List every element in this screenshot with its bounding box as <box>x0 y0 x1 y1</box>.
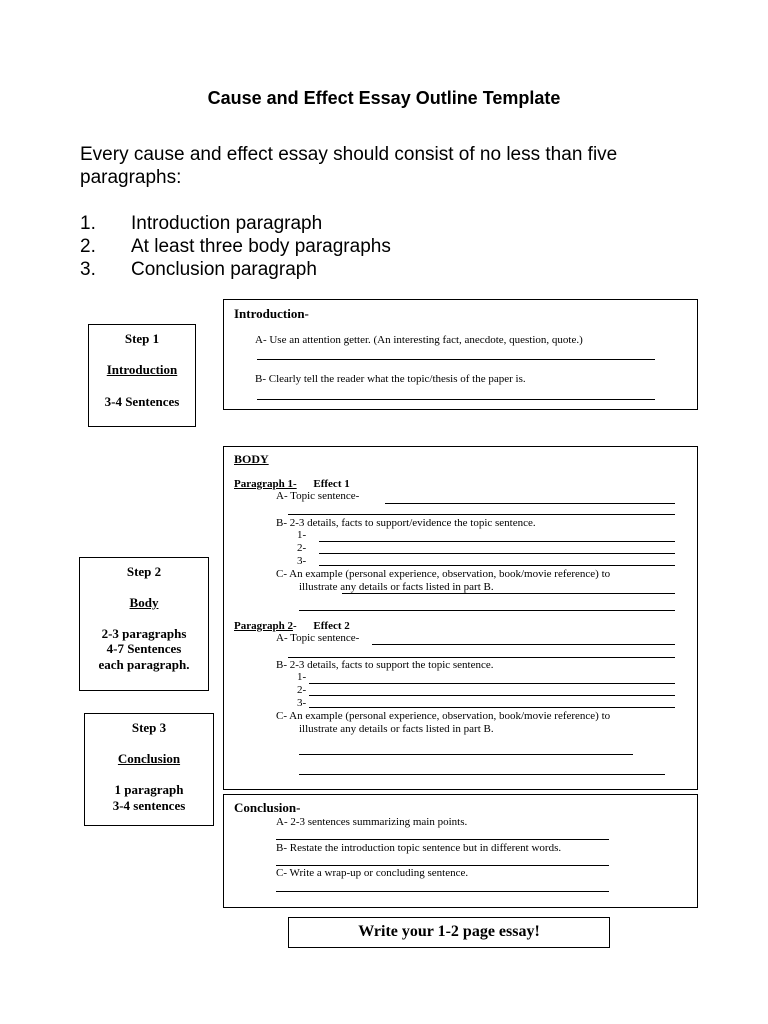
answer-line[interactable] <box>299 774 665 775</box>
step-1-box <box>88 324 196 427</box>
step-label: Step 1 <box>124 331 160 346</box>
step-name: Body <box>129 595 159 610</box>
instruction-text: A- Use an attention getter. (An interesting fact, anecdote, question, quote.) <box>255 334 583 346</box>
list-text: Introduction paragraph <box>131 213 323 234</box>
step-3-box <box>84 713 214 826</box>
answer-line[interactable] <box>257 359 655 360</box>
detail-number: 3- <box>297 555 307 567</box>
answer-line[interactable] <box>299 754 633 755</box>
paragraph-dash: - <box>292 620 297 632</box>
answer-line[interactable] <box>319 541 675 542</box>
detail-number: 2- <box>297 542 307 554</box>
step-label: Step 3 <box>131 720 167 735</box>
final-instruction-box <box>288 917 610 948</box>
answer-line[interactable] <box>372 644 675 645</box>
list-number: 1. <box>80 213 96 234</box>
answer-line[interactable] <box>288 514 675 515</box>
answer-line[interactable] <box>276 839 609 840</box>
step-name: Conclusion <box>117 751 181 766</box>
effect-label: Effect 1 <box>313 478 350 490</box>
instruction-text: illustrate any details or facts listed in part B. <box>299 723 494 735</box>
paragraph-1-heading <box>234 478 350 490</box>
answer-line[interactable] <box>276 865 609 866</box>
paragraph-label: Paragraph 2 <box>234 620 293 632</box>
section-heading: BODY <box>234 452 269 466</box>
step-name: Introduction <box>106 362 178 377</box>
answer-line[interactable] <box>319 553 675 554</box>
final-instruction: Write your 1-2 page essay! <box>358 923 540 940</box>
step-detail: each paragraph. <box>98 657 190 672</box>
instruction-text: B- Restate the introduction topic sentence but in different words. <box>276 842 562 854</box>
list-text: At least three body paragraphs <box>131 236 391 257</box>
answer-line[interactable] <box>276 891 609 892</box>
conclusion-box <box>223 794 698 908</box>
step-label: Step 2 <box>126 564 162 579</box>
instruction-text: illustrate any details or facts listed in part B. <box>299 581 494 593</box>
instruction-text: C- Write a wrap-up or concluding sentence. <box>276 867 469 879</box>
page-title: Cause and Effect Essay Outline Template <box>207 88 561 108</box>
answer-line[interactable] <box>299 610 675 611</box>
body-box <box>223 446 698 790</box>
section-heading: Introduction- <box>234 306 309 321</box>
effect-label: Effect 2 <box>313 620 350 632</box>
instruction-text: B- 2-3 details, facts to support/evidence the topic sentence. <box>276 517 536 529</box>
answer-line[interactable] <box>309 695 675 696</box>
answer-line[interactable] <box>342 593 675 594</box>
list-number: 2. <box>80 236 96 257</box>
detail-number: 3- <box>297 697 307 709</box>
step-detail: 1 paragraph <box>114 782 184 797</box>
step-detail: 2-3 paragraphs <box>101 626 187 641</box>
list-number: 3. <box>80 259 96 280</box>
detail-number: 1- <box>297 529 307 541</box>
instruction-text: C- An example (personal experience, observation, book/movie reference) to <box>276 710 611 722</box>
detail-number: 1- <box>297 671 307 683</box>
instruction-text: A- Topic sentence- <box>276 490 360 502</box>
paragraph-label: Paragraph 1- <box>234 478 297 490</box>
paragraph-2-heading <box>234 620 350 632</box>
instruction-text: A- 2-3 sentences summarizing main points. <box>276 816 468 828</box>
section-heading: Conclusion- <box>234 800 301 815</box>
answer-line[interactable] <box>309 707 675 708</box>
step-detail: 3-4 Sentences <box>104 394 180 409</box>
instruction-text: B- Clearly tell the reader what the topic/thesis of the paper is. <box>255 373 526 385</box>
step-2-box <box>79 557 209 691</box>
answer-line[interactable] <box>257 399 655 400</box>
detail-number: 2- <box>297 684 307 696</box>
answer-line[interactable] <box>385 503 675 504</box>
intro-paragraph: Every cause and effect essay should consist of no less than five paragraphs: <box>80 144 618 188</box>
answer-line[interactable] <box>309 683 675 684</box>
answer-line[interactable] <box>288 657 675 658</box>
instruction-text: B- 2-3 details, facts to support the topic sentence. <box>276 659 494 671</box>
instruction-text: A- Topic sentence- <box>276 632 360 644</box>
instruction-text: C- An example (personal experience, observation, book/movie reference) to <box>276 568 611 580</box>
list-text: Conclusion paragraph <box>131 259 317 280</box>
answer-line[interactable] <box>319 565 675 566</box>
step-detail: 4-7 Sentences <box>106 641 182 656</box>
introduction-box <box>223 299 698 410</box>
step-detail: 3-4 sentences <box>112 798 186 813</box>
